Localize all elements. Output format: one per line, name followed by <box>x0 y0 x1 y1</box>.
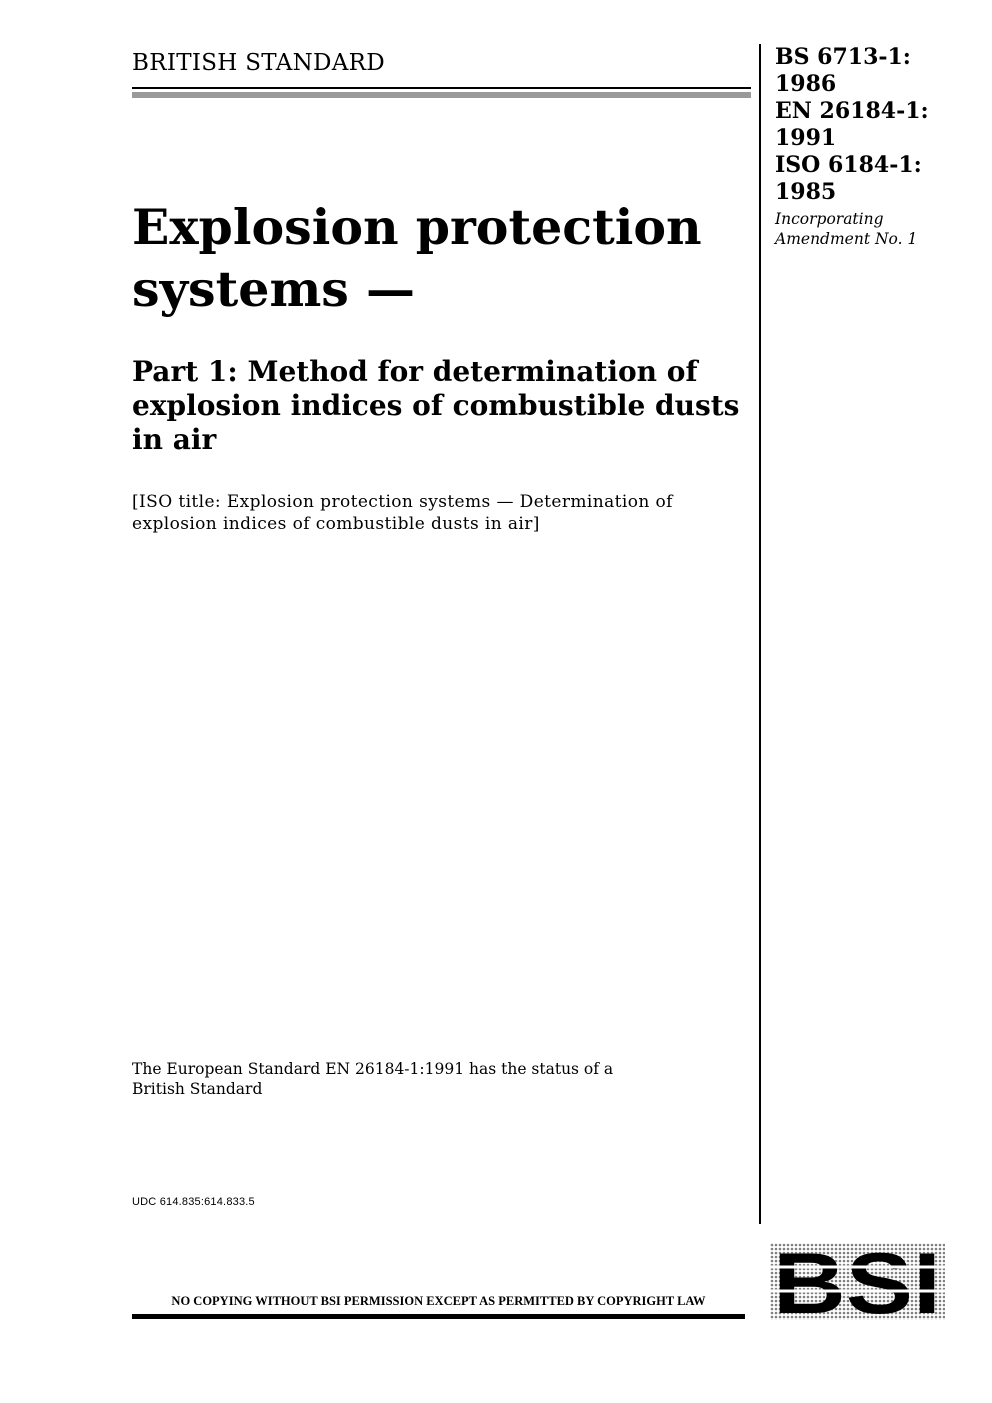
bsi-logo-text: BSI <box>773 1243 941 1320</box>
bsi-logo <box>770 1243 945 1320</box>
amendment-note <box>775 209 975 249</box>
standard-numbers <box>775 44 975 206</box>
amendment-line: Amendment No. 1 <box>775 230 918 248</box>
brand-label: BRITISH STANDARD <box>132 50 386 76</box>
standard-number-line: ISO 6184-1: <box>775 152 922 178</box>
header-rule-thick <box>132 92 751 98</box>
copyright-notice: NO COPYING WITHOUT BSI PERMISSION EXCEPT AS PERMITTED BY COPYRIGHT LAW <box>171 1294 706 1308</box>
header-rule-thin <box>132 87 751 89</box>
vertical-divider <box>759 44 761 1224</box>
iso-title-line: [ISO title: Explosion protection systems — Determination of <box>132 492 673 512</box>
subtitle-line: in air <box>132 423 217 456</box>
iso-title-line: explosion indices of combustible dusts in air] <box>132 514 540 534</box>
footer-rule <box>132 1314 745 1319</box>
standard-number-line: BS 6713-1: <box>775 44 911 70</box>
amendment-line: Incorporating <box>775 210 884 228</box>
status-note-line: British Standard <box>132 1080 263 1098</box>
title-line: Explosion protection <box>132 198 702 256</box>
document-subtitle <box>132 355 752 457</box>
iso-title <box>132 491 752 535</box>
subtitle-line: Part 1: Method for determination of <box>132 355 698 388</box>
status-note-line: The European Standard EN 26184-1:1991 has the status of a <box>132 1060 614 1078</box>
standard-number-line: 1991 <box>775 125 837 151</box>
standard-number-line: 1986 <box>775 71 837 97</box>
document-title <box>132 196 752 320</box>
standard-number-line: EN 26184-1: <box>775 98 929 124</box>
title-line: systems — <box>132 260 415 318</box>
standard-number-line: 1985 <box>775 179 837 205</box>
subtitle-line: explosion indices of combustible dusts <box>132 389 740 422</box>
status-note <box>132 1059 752 1099</box>
udc-classification: UDC 614.835:614.833.5 <box>132 1196 255 1208</box>
